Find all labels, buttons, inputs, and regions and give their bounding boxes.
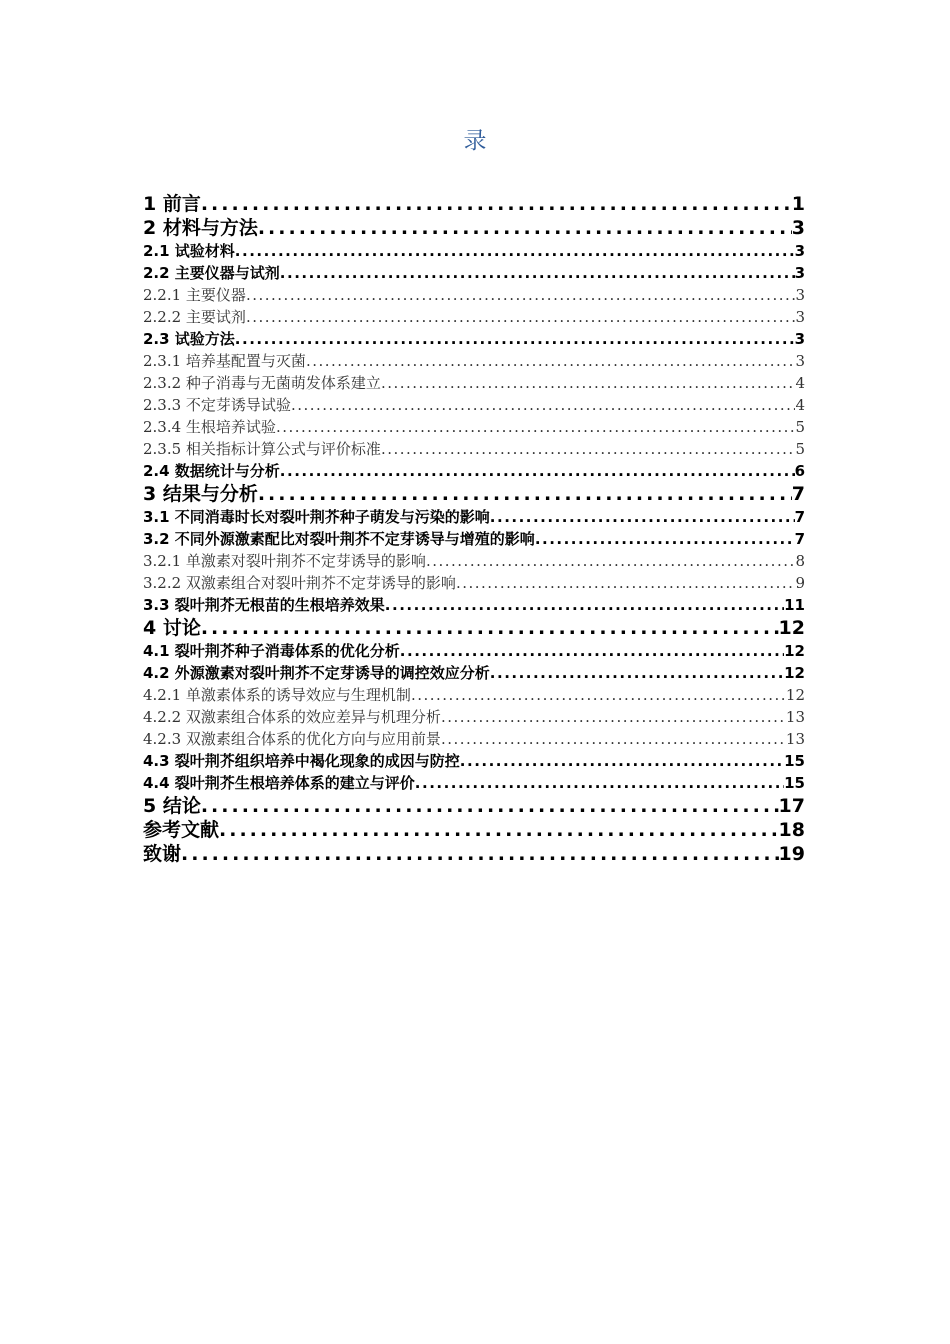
toc-leader bbox=[411, 684, 786, 706]
toc-entry-page: 12 bbox=[784, 642, 805, 660]
toc-leader bbox=[258, 482, 792, 506]
toc-leader bbox=[246, 306, 796, 328]
page-title: 录 bbox=[463, 128, 487, 154]
toc-entry[interactable] bbox=[143, 438, 805, 460]
toc-leader bbox=[381, 438, 796, 460]
toc-entry-page: 3 bbox=[791, 217, 805, 239]
toc-entry-label: 2.3.2 种子消毒与无菌萌发体系建立 bbox=[143, 374, 381, 392]
table-of-contents bbox=[143, 192, 805, 866]
toc-leader bbox=[201, 616, 779, 640]
toc-entry[interactable] bbox=[143, 572, 805, 594]
toc-entry-label: 4.2.3 双激素组合体系的优化方向与应用前景 bbox=[143, 730, 441, 748]
toc-entry[interactable] bbox=[143, 240, 805, 262]
toc-entry[interactable] bbox=[143, 728, 805, 750]
toc-entry[interactable] bbox=[143, 372, 805, 394]
toc-entry-page: 1 bbox=[791, 193, 805, 215]
toc-entry-label: 2.3 试验方法 bbox=[143, 330, 235, 348]
toc-entry-page: 13 bbox=[785, 730, 805, 748]
toc-entry-label: 4.1 裂叶荆芥种子消毒体系的优化分析 bbox=[143, 642, 400, 660]
toc-entry-page: 15 bbox=[784, 774, 805, 792]
toc-entry[interactable] bbox=[143, 528, 805, 550]
toc-entry[interactable] bbox=[143, 192, 805, 216]
toc-entry[interactable] bbox=[143, 350, 805, 372]
toc-entry-label: 3.2.2 双激素组合对裂叶荆芥不定芽诱导的影响 bbox=[143, 574, 456, 592]
toc-leader bbox=[235, 240, 795, 262]
toc-entry[interactable] bbox=[143, 640, 805, 662]
toc-entry-label: 3.3 裂叶荆芥无根苗的生根培养效果 bbox=[143, 596, 385, 614]
toc-entry-page: 7 bbox=[794, 530, 805, 548]
toc-entry-label: 4.2 外源激素对裂叶荆芥不定芽诱导的调控效应分析 bbox=[143, 664, 490, 682]
toc-leader bbox=[460, 750, 784, 772]
toc-leader bbox=[201, 794, 779, 818]
toc-leader bbox=[181, 842, 779, 866]
toc-entry-label: 2.1 试验材料 bbox=[143, 242, 235, 260]
toc-entry-label: 2.3.5 相关指标计算公式与评价标准 bbox=[143, 440, 381, 458]
toc-entry-page: 3 bbox=[794, 242, 805, 260]
toc-leader bbox=[381, 372, 796, 394]
toc-entry-label: 4.4 裂叶荆芥生根培养体系的建立与评价 bbox=[143, 774, 415, 792]
toc-entry-page: 6 bbox=[794, 462, 805, 480]
toc-entry[interactable] bbox=[143, 818, 805, 842]
toc-entry-page: 13 bbox=[785, 708, 805, 726]
toc-entry-page: 4 bbox=[795, 396, 805, 414]
toc-entry[interactable] bbox=[143, 706, 805, 728]
toc-entry[interactable] bbox=[143, 662, 805, 684]
toc-entry[interactable] bbox=[143, 842, 805, 866]
toc-entry[interactable] bbox=[143, 594, 805, 616]
toc-entry-page: 15 bbox=[784, 752, 805, 770]
toc-leader bbox=[306, 350, 796, 372]
toc-entry[interactable] bbox=[143, 794, 805, 818]
toc-entry-label: 2.3.1 培养基配置与灭菌 bbox=[143, 352, 306, 370]
toc-leader bbox=[535, 528, 795, 550]
toc-entry-label: 2.3.4 生根培养试验 bbox=[143, 418, 276, 436]
toc-entry-label: 2.2.1 主要仪器 bbox=[143, 286, 246, 304]
toc-entry[interactable] bbox=[143, 772, 805, 794]
toc-leader bbox=[276, 416, 796, 438]
toc-entry-label: 4.2.1 单激素体系的诱导效应与生理机制 bbox=[143, 686, 411, 704]
toc-entry-page: 17 bbox=[778, 795, 805, 817]
toc-entry-page: 3 bbox=[795, 352, 805, 370]
toc-entry-page: 12 bbox=[785, 686, 805, 704]
toc-entry-label: 3 结果与分析 bbox=[143, 483, 258, 505]
toc-leader bbox=[441, 706, 786, 728]
toc-entry-page: 9 bbox=[795, 574, 805, 592]
toc-entry-page: 18 bbox=[778, 819, 805, 841]
toc-entry-label: 4.2.2 双激素组合体系的效应差异与机理分析 bbox=[143, 708, 441, 726]
toc-entry[interactable] bbox=[143, 216, 805, 240]
toc-entry-page: 5 bbox=[795, 440, 805, 458]
toc-leader bbox=[415, 772, 784, 794]
toc-leader bbox=[291, 394, 796, 416]
toc-entry-label: 致谢 bbox=[143, 843, 182, 865]
toc-leader bbox=[235, 328, 795, 350]
toc-leader bbox=[258, 216, 792, 240]
toc-entry-label: 1 前言 bbox=[143, 193, 201, 215]
toc-entry[interactable] bbox=[143, 306, 805, 328]
toc-leader bbox=[280, 262, 795, 284]
toc-leader bbox=[456, 572, 796, 594]
toc-entry[interactable] bbox=[143, 460, 805, 482]
toc-entry[interactable] bbox=[143, 284, 805, 306]
toc-leader bbox=[246, 284, 796, 306]
toc-entry[interactable] bbox=[143, 416, 805, 438]
toc-entry-page: 4 bbox=[795, 374, 805, 392]
toc-entry[interactable] bbox=[143, 550, 805, 572]
toc-leader bbox=[441, 728, 786, 750]
toc-leader bbox=[201, 192, 792, 216]
toc-entry-label: 2.4 数据统计与分析 bbox=[143, 462, 280, 480]
toc-leader bbox=[490, 506, 795, 528]
toc-entry-label: 3.2.1 单激素对裂叶荆芥不定芽诱导的影响 bbox=[143, 552, 426, 570]
toc-entry[interactable] bbox=[143, 328, 805, 350]
toc-entry[interactable] bbox=[143, 506, 805, 528]
toc-leader bbox=[219, 818, 779, 842]
toc-entry-page: 7 bbox=[791, 483, 805, 505]
toc-entry[interactable] bbox=[143, 394, 805, 416]
toc-entry-label: 3.1 不同消毒时长对裂叶荆芥种子萌发与污染的影响 bbox=[143, 508, 490, 526]
toc-entry[interactable] bbox=[143, 482, 805, 506]
toc-entry[interactable] bbox=[143, 616, 805, 640]
toc-entry-page: 5 bbox=[795, 418, 805, 436]
toc-entry-label: 4 讨论 bbox=[143, 617, 201, 639]
toc-entry-page: 12 bbox=[778, 617, 805, 639]
toc-entry-label: 3.2 不同外源激素配比对裂叶荆芥不定芽诱导与增殖的影响 bbox=[143, 530, 535, 548]
toc-entry-label: 参考文献 bbox=[143, 819, 220, 841]
toc-entry-page: 3 bbox=[795, 286, 805, 304]
toc-entry-page: 3 bbox=[794, 264, 805, 282]
toc-entry-page: 12 bbox=[784, 664, 805, 682]
toc-leader bbox=[385, 594, 784, 616]
toc-entry-page: 7 bbox=[794, 508, 805, 526]
toc-entry-page: 3 bbox=[794, 330, 805, 348]
toc-leader bbox=[280, 460, 795, 482]
toc-entry-label: 2.2.2 主要试剂 bbox=[143, 308, 246, 326]
toc-entry-page: 19 bbox=[778, 843, 805, 865]
toc-leader bbox=[490, 662, 784, 684]
toc-entry-page: 8 bbox=[795, 552, 805, 570]
toc-entry-label: 2.2 主要仪器与试剂 bbox=[143, 264, 280, 282]
toc-leader bbox=[400, 640, 784, 662]
toc-entry[interactable] bbox=[143, 262, 805, 284]
toc-entry[interactable] bbox=[143, 684, 805, 706]
toc-entry-label: 2 材料与方法 bbox=[143, 217, 258, 239]
toc-entry-page: 3 bbox=[795, 308, 805, 326]
toc-entry-label: 5 结论 bbox=[143, 795, 201, 817]
toc-entry[interactable] bbox=[143, 750, 805, 772]
toc-entry-page: 11 bbox=[784, 596, 805, 614]
toc-leader bbox=[426, 550, 796, 572]
toc-entry-label: 4.3 裂叶荆芥组织培养中褐化现象的成因与防控 bbox=[143, 752, 460, 770]
toc-entry-label: 2.3.3 不定芽诱导试验 bbox=[143, 396, 291, 414]
